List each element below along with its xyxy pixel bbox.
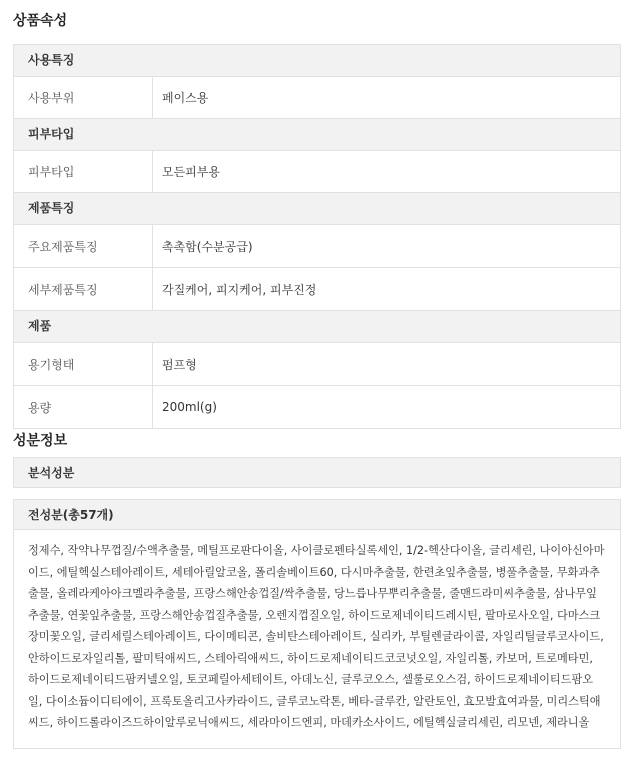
- attr-row-detail-feature: [14, 268, 620, 311]
- ingredients-title: 성분정보: [13, 433, 68, 449]
- attr-row-usage-area: [14, 77, 620, 119]
- attr-value: 펌프형: [162, 357, 197, 372]
- attr-key: 피부타입: [14, 151, 153, 192]
- attr-row-container-type: [14, 343, 620, 386]
- attr-value: 각질케어, 피지케어, 피부진정: [162, 282, 317, 297]
- attr-key: 용량: [14, 386, 153, 428]
- attr-value: 페이스용: [162, 91, 209, 105]
- group-header-skin-type: 피부타입: [14, 119, 620, 151]
- attr-row-capacity: [14, 386, 620, 429]
- attr-value: 모든피부용: [162, 165, 220, 179]
- attr-value: 촉촉함(수분공급): [162, 239, 253, 254]
- group-header-usage: 사용특징: [14, 45, 620, 77]
- attr-key: 사용부위: [14, 77, 153, 118]
- attr-row-skin-type: [14, 151, 620, 193]
- attr-key: 세부제품특징: [14, 268, 153, 310]
- product-attributes-title: 상품속성: [13, 13, 68, 29]
- analysis-ingredients-header: 분석성분: [13, 457, 621, 488]
- attr-value: 200ml(g): [162, 400, 217, 414]
- group-header-product: 제품: [14, 311, 620, 343]
- attr-row-main-feature: [14, 225, 620, 268]
- all-ingredients-list: 정제수, 작약나무껍질/수액추출물, 메틸프로판다이올, 사이클로펜타실록세인, 1/2-헥산다이올, 글리세린, 나이아신아마이드, 에틸헥실스테아레이트, 세테아릴알코올, 폴리솔베이트60, 다시마추출물, 한련초잎추출물, 병풀추출물, 무화과추출물, 올레라케아아크멜라추출물, 프랑스해안송껍질/싹추출물, 당느릅나무뿌리추출물, 줄맨드라미씨추출물, 삼나무잎추출물, 연꽃잎추출물, 프랑스해안송껍질추출물, 오렌지껍질오일, 하이드로제네이티드레시틴, 팔마로사오일, 다마스크장미꽃오일, 글리세릴스테아레이트, 다이메티콘, 솔비탄스테아레이트, 실리카, 부틸렌글라이콜, 자일리틸글루코사이드, 안하이드로자일리톨, 팔미틱애씨드, 스테아릭애씨드, 하이드로제네이티드코코넛오일, 자일리톨, 카보머, 트로메타민, 하이드로제네이티드팜커넬오일, 토코페릴아세테이트, 아데노신, 글루코오스, 셀룰로오스검, 하이드로제네이티드팜오일, 다이소듐이디티에이, 프룩토올리고사카라이드, 글루코노락톤, 베타-글루칸, 알란토인, 효모발효여과물, 미리스틱애씨드, 하이드롤라이즈드하이알루로닉애씨드, 세라마이드엔피, 마데카소사이드, 에틸헥실글리세린, 리모넨, 제라니올: [13, 530, 621, 749]
- attr-key: 용기형태: [14, 343, 153, 385]
- all-ingredients-header: 전성분(총57개): [13, 499, 621, 530]
- product-attributes-table: [13, 44, 621, 429]
- attr-key: 주요제품특징: [14, 225, 153, 267]
- group-header-product-features: 제품특징: [14, 193, 620, 225]
